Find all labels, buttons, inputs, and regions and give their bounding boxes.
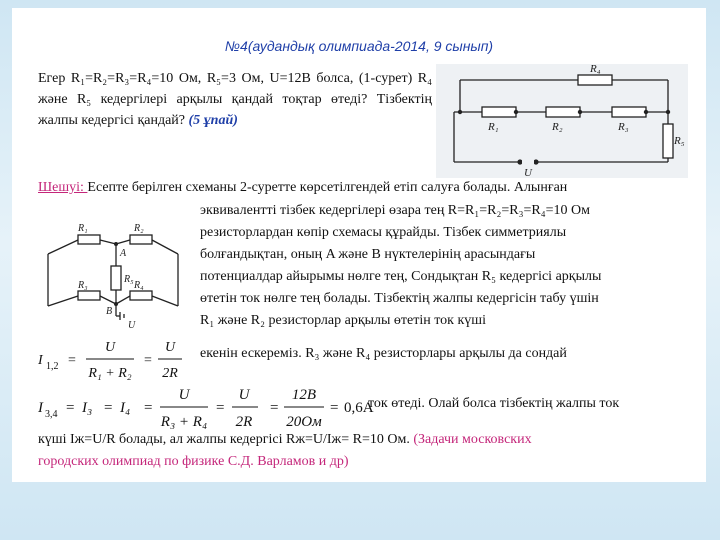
solution-line-4: болғандықтан, оның A және B нүктелерінің арасындағы <box>200 247 536 262</box>
svg-text:20Ом: 20Ом <box>286 414 322 430</box>
formula-i12 <box>38 334 208 384</box>
fig1-label-r2: R₂ <box>552 121 563 133</box>
svg-text:I: I <box>38 353 43 368</box>
svg-text:1,2: 1,2 <box>46 361 59 372</box>
svg-text:12В: 12В <box>291 387 317 403</box>
solution-line-2: эквиваленттi тізбек кедергілері өзара тең R=R₁=R₂=R₃=R₄=10 Ом <box>200 203 590 218</box>
fig1-label-r5: R₄ <box>590 63 601 75</box>
solution-line-5: потенциалдар айырымы нөлге тең, Сондықтан R₅ кедергісі арқылы <box>200 269 602 284</box>
fig1-label-r1: R₁ <box>488 121 499 133</box>
page-title: №4(аудандық олимпиада-2014, 9 сынып) <box>224 38 494 54</box>
circuit-figure-1 <box>436 64 688 178</box>
svg-text:2R: 2R <box>235 414 253 430</box>
svg-text:U: U <box>104 340 116 355</box>
solution-line-1: Шешуі: Есепте берілген схеманы 2-суретте көрсетілгендей етіп салуға болады. Алынған <box>38 180 568 195</box>
svg-text:2R: 2R <box>162 366 178 381</box>
circuit-figure-2 <box>38 220 190 332</box>
svg-text:3,4: 3,4 <box>45 409 58 420</box>
reference-part-1: (Задачи московских <box>413 432 532 447</box>
svg-text:=: = <box>144 353 152 368</box>
svg-text:=: = <box>330 400 339 416</box>
solution-line-9: ток өтеді. Олай болса тізбектің жалпы ток <box>368 396 620 411</box>
svg-text:U: U <box>164 340 176 355</box>
problem-statement <box>38 68 432 131</box>
solution-line-3: резисторлардан көпір схемасы құрайды. Тізбек симметриялы <box>200 225 567 240</box>
svg-text:=: = <box>66 400 75 416</box>
fig2-label-r3: R₃ <box>78 280 88 291</box>
solution-label: Шешуі: <box>38 180 88 195</box>
svg-text:=: = <box>216 400 225 416</box>
svg-text:0,6A: 0,6A <box>344 400 374 416</box>
fig1-label-u: U <box>524 167 532 179</box>
svg-text:=: = <box>104 400 113 416</box>
svg-text:U: U <box>238 387 250 403</box>
svg-text:R₃ + R₄: R₃ + R₄ <box>160 414 208 430</box>
fig2-label-r4: R₄ <box>134 280 144 291</box>
svg-text:R₁ + R₂: R₁ + R₂ <box>88 366 132 381</box>
svg-text:=: = <box>68 353 76 368</box>
problem-points: (5 ұпай) <box>188 113 238 128</box>
solution-line-10: күші Iж=U/R болады, ал жалпы кедергісі Rж=U/Iж= R=10 Ом. (Задачи московских <box>38 432 532 447</box>
fig2-label-r5: R₅ <box>124 274 134 285</box>
svg-text:I₄: I₄ <box>120 400 131 416</box>
fig2-label-u: U <box>128 320 136 331</box>
circuit-diagram-2 <box>38 220 190 332</box>
svg-text:I: I <box>38 400 43 416</box>
fig2-label-a: A <box>120 248 127 259</box>
solution-line-8: екенін ескереміз. R₃ және R₄ резисторлары арқылы да сондай <box>200 346 567 361</box>
svg-text:=: = <box>270 400 279 416</box>
fig1-label-r3: R₃ <box>618 121 629 133</box>
svg-text:I₃: I₃ <box>82 400 93 416</box>
fig2-label-r1: R₁ <box>78 223 88 234</box>
fig1-label-r4: R₅ <box>674 135 685 147</box>
solution-line-6: өтетін ток нөлге тең болады. Тізбектің жалпы кедергісін табу үшін <box>200 291 599 306</box>
problem-text: Егер R₁=R₂=R₃=R₄=10 Ом, R₅=3 Ом, U=12В болса, (1-сурет) R₄ және R₅ кедергілері арқылы қандай тоқтар өтеді? Тізбектің жалпы кедергісі қандай? <box>38 71 432 128</box>
circuit-diagram-1 <box>436 64 688 178</box>
fig2-label-r2: R₂ <box>134 223 144 234</box>
fig2-label-b: B <box>106 306 113 317</box>
solution-line-7: R₁ және R₂ резисторлар арқылы өтетін ток күші <box>200 313 486 328</box>
svg-text:U: U <box>178 387 190 403</box>
reference-part-2: городских олимпиад по физике С.Д. Варламов и др) <box>38 454 349 469</box>
slide <box>12 8 706 482</box>
svg-text:=: = <box>144 400 153 416</box>
formula-i34 <box>38 382 374 434</box>
